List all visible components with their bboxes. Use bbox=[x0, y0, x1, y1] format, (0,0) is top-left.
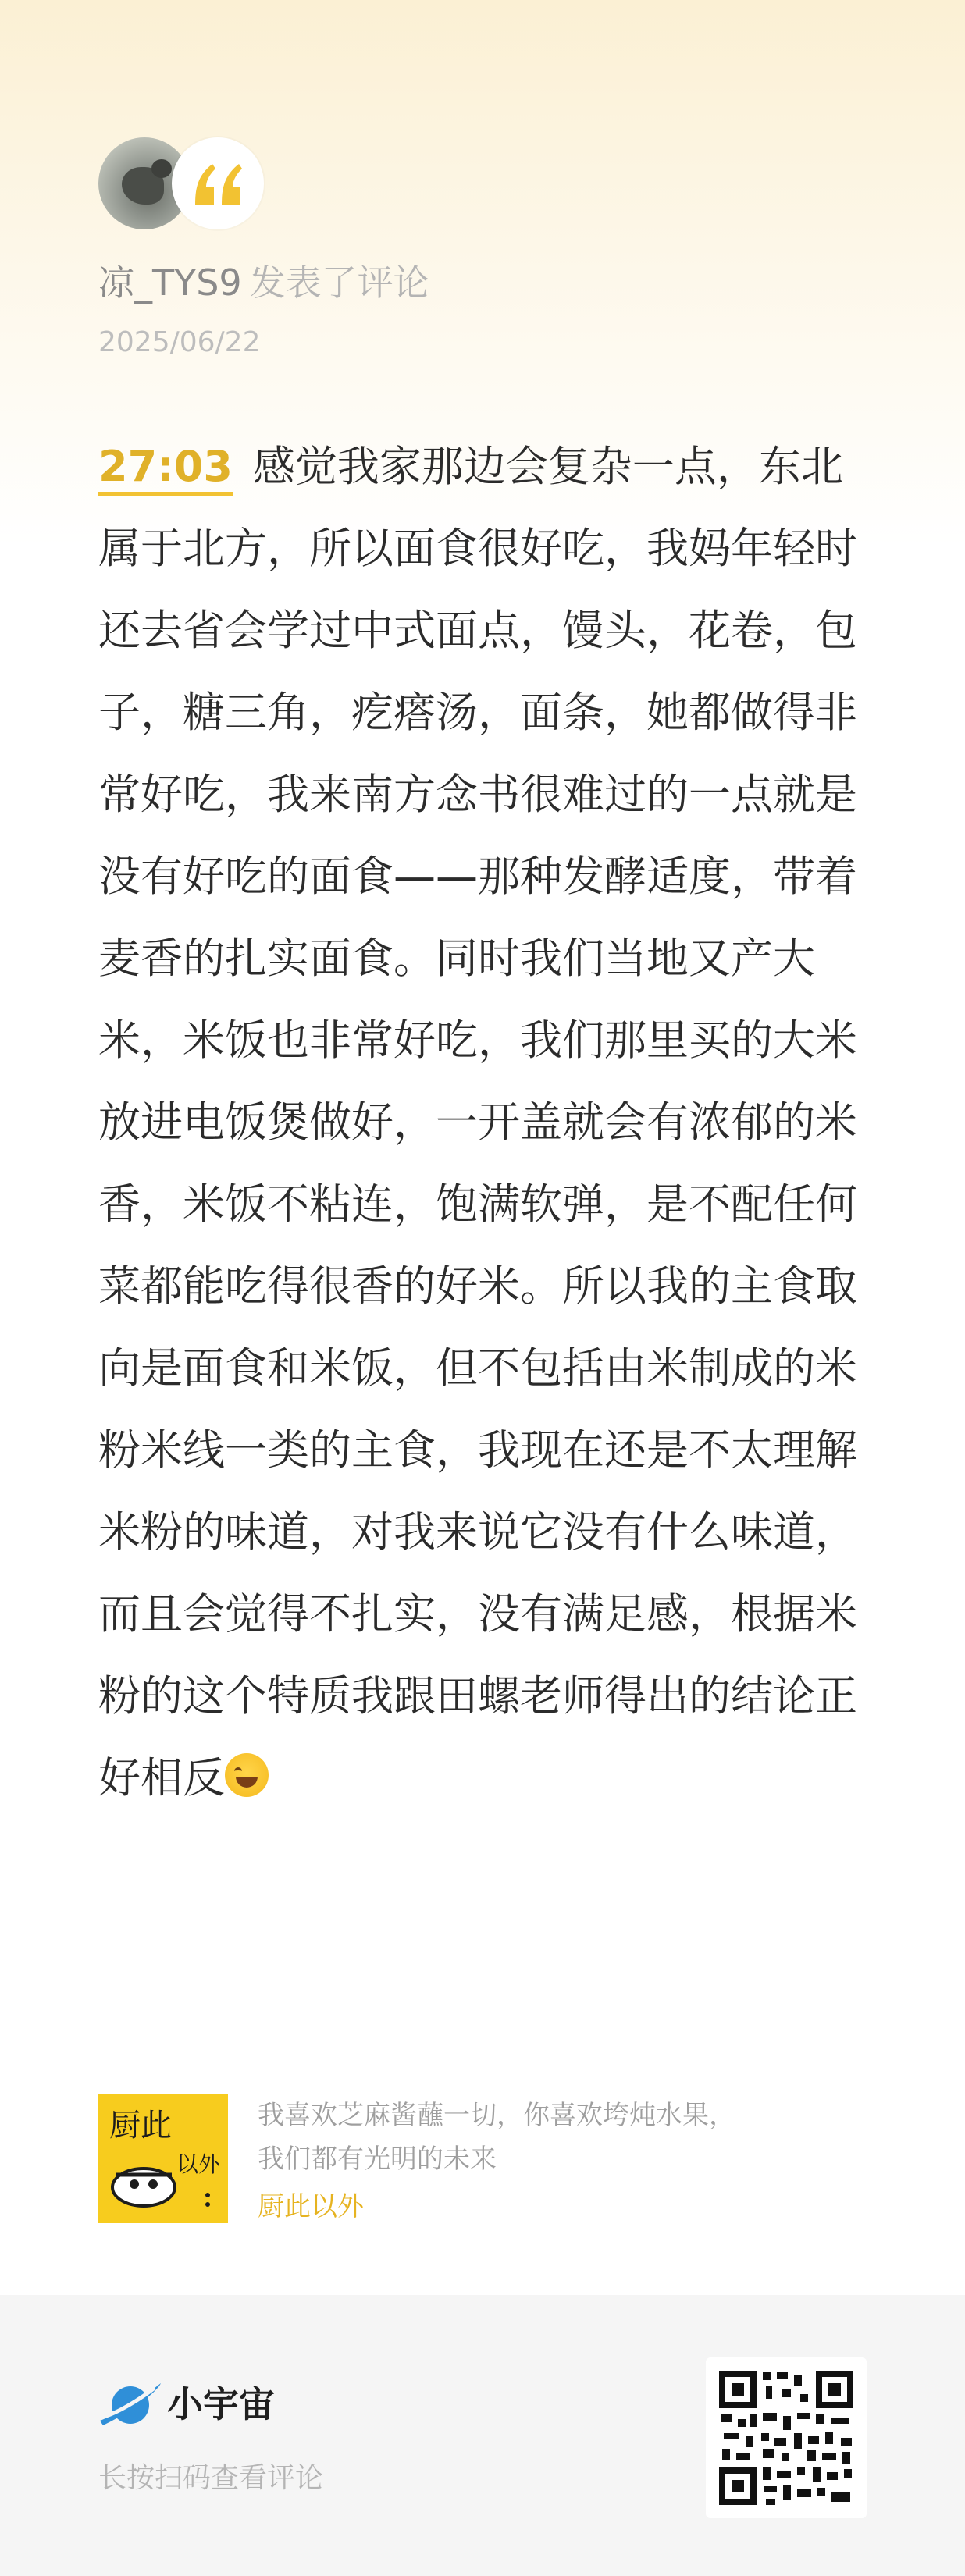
qr-code-icon bbox=[716, 2368, 856, 2508]
comment-text: 感觉我家那边会复杂一点，东北属于北方，所以面食很好吃，我妈年轻时还去省会学过中式面点，馒头，花卷，包子，糖三角，疙瘩汤，面条，她都做得非常好吃，我来南方念书很难过的一点就是没有好吃的面食——那种发酵适度，带着麦香的扎实面食。同时我们当地又产大米，米饭也非常好吃，我们那里买的大米放进电饭煲做好，一开盖就会有浓郁的米香，米饭不粘连，饱满软弹，是不配任何菜都能吃得很香的好米。所以我的主食取向是面食和米饭，但不包括由米制成的米粉米线一类的主食，我现在还是不太理解米粉的味道，对我来说它没有什么味道，而且会觉得不扎实，没有满足感，根据米粉的这个特质我跟田螺老师得出的结论正好相反 bbox=[98, 442, 857, 1802]
podcast-description bbox=[258, 2094, 867, 2181]
cover-text-1: 厨此 bbox=[109, 2108, 172, 2144]
podcast-cover-art-icon bbox=[98, 2094, 228, 2223]
footer bbox=[0, 2295, 965, 2576]
app-name: 小宇宙 bbox=[167, 2383, 275, 2425]
author-line bbox=[98, 258, 429, 308]
avatar-bird-head bbox=[151, 159, 172, 178]
laughing-tears-emoji-icon bbox=[225, 1753, 269, 1797]
comment-body bbox=[98, 425, 868, 1819]
quote-icon bbox=[192, 159, 244, 208]
comment-date: 2025/06/22 bbox=[98, 326, 261, 358]
scan-hint: 长按扫码查看评论 bbox=[98, 2462, 324, 2494]
qr-code[interactable] bbox=[706, 2357, 867, 2518]
podcast-name[interactable]: 厨此以外 bbox=[258, 2191, 364, 2222]
timestamp-link[interactable]: 27:03 bbox=[98, 442, 233, 496]
planet-logo-icon bbox=[98, 2377, 162, 2433]
author-name[interactable]: 凉_TYS9 bbox=[98, 262, 242, 304]
quote-badge bbox=[172, 137, 264, 229]
podcast-cover[interactable] bbox=[98, 2094, 228, 2223]
podcast-description-line-1: 我喜欢芝麻酱蘸一切，你喜欢垮炖水果， bbox=[258, 2100, 735, 2131]
author-action: 发表了评论 bbox=[249, 262, 429, 304]
cover-text-2: 以外 bbox=[176, 2151, 221, 2177]
podcast-card[interactable] bbox=[98, 2094, 879, 2226]
podcast-description-line-2: 我们都有光明的未来 bbox=[258, 2144, 497, 2175]
